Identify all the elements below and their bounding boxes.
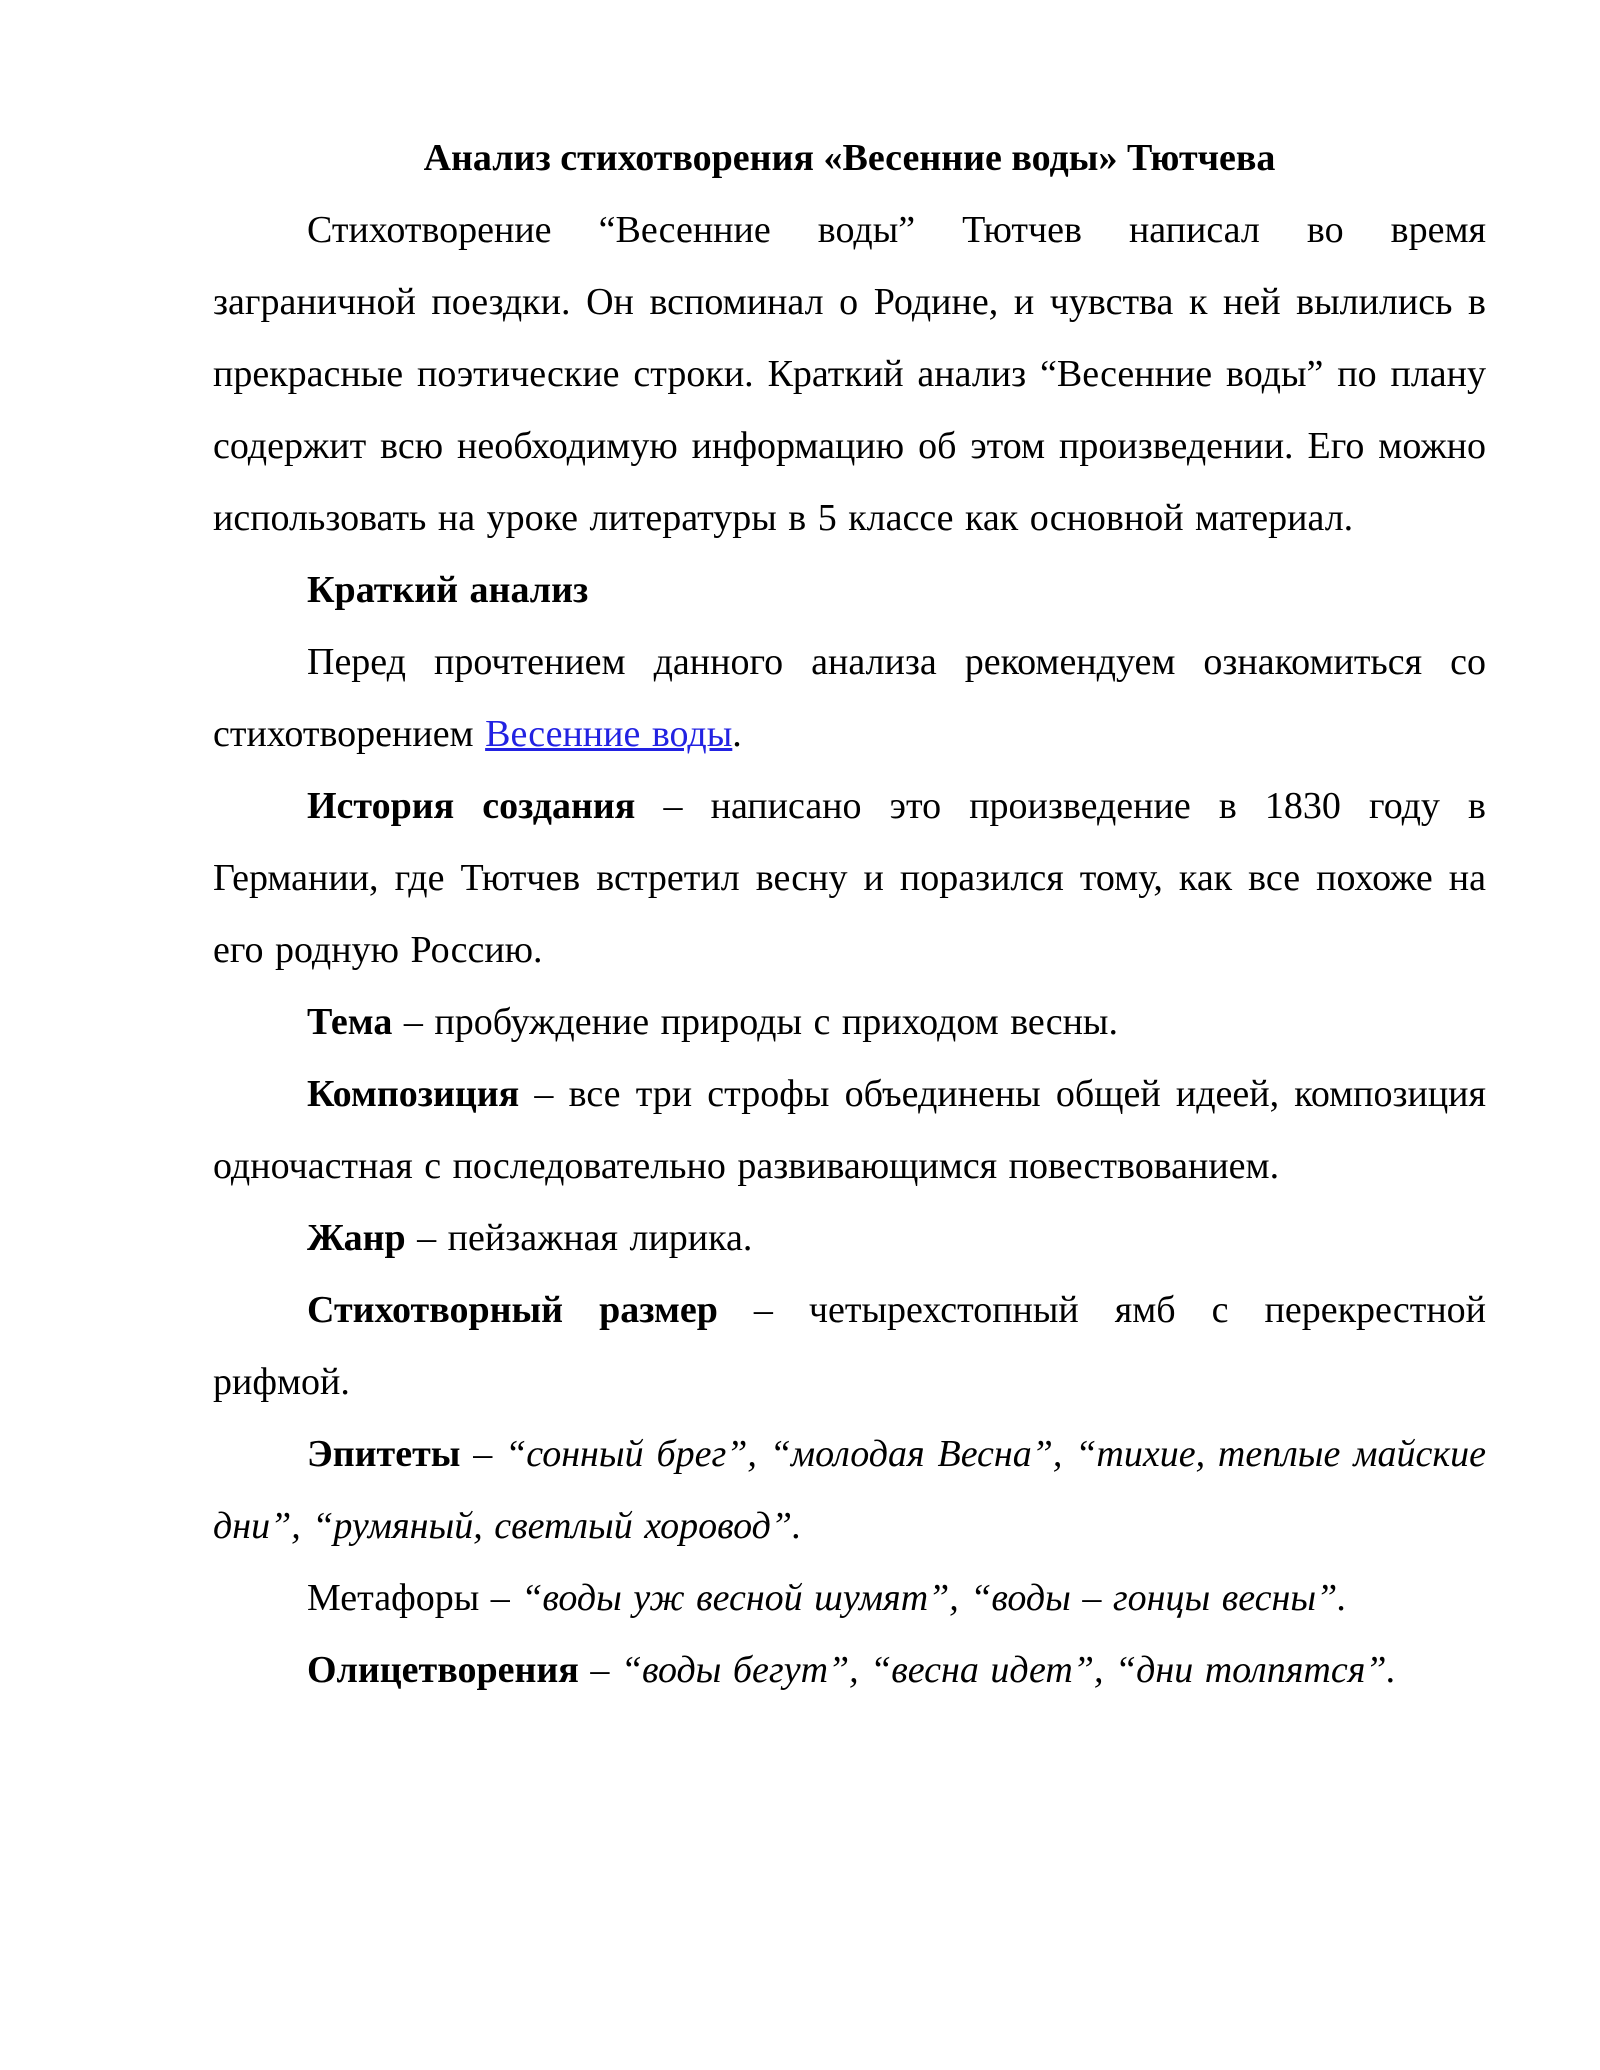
bold-run: Краткий анализ bbox=[307, 569, 589, 611]
bold-run: Эпитеты bbox=[307, 1433, 461, 1475]
text-run: – bbox=[460, 1433, 506, 1475]
bold-run: Тема bbox=[307, 1001, 393, 1043]
bold-run: Олицетворения bbox=[307, 1649, 579, 1691]
text-run: . bbox=[732, 713, 742, 755]
text-run: – все три строфы объединены общей идеей, композиция одночастная с последовательно развивающимся повествованием. bbox=[213, 1073, 1486, 1187]
paragraph-epithets bbox=[213, 1418, 1486, 1562]
italic-run: “воды бегут”, “весна идет”, “дни толпятся”. bbox=[620, 1649, 1397, 1691]
paragraph-intro bbox=[213, 194, 1486, 554]
bold-run: Стихотворный размер bbox=[307, 1289, 718, 1331]
text-run: – четырехстопный ямб с перекрестной рифмой. bbox=[213, 1289, 1487, 1403]
text-run: Метафоры – bbox=[307, 1577, 522, 1619]
document-content bbox=[213, 122, 1486, 1706]
text-run: – bbox=[578, 1649, 621, 1691]
italic-run: “сонный брег”, “молодая Весна”, “тихие, теплые майские дни”, “румяный, светлый хоровод”. bbox=[213, 1433, 1486, 1547]
paragraph-history bbox=[213, 770, 1486, 986]
bold-run: Композиция bbox=[307, 1073, 520, 1115]
paragraph-genre bbox=[213, 1202, 1486, 1274]
text-run: – пейзажная лирика. bbox=[405, 1217, 753, 1259]
text-run: Перед прочтением данного анализа рекомендуем ознакомиться со стихотворением bbox=[213, 641, 1486, 755]
paragraph-theme bbox=[213, 986, 1486, 1058]
document-title: Анализ стихотворения «Весенние воды» Тютчева bbox=[423, 137, 1276, 179]
paragraph-composition bbox=[213, 1058, 1486, 1202]
italic-run: “воды уж весной шумят”, “воды – гонцы весны”. bbox=[521, 1577, 1347, 1619]
paragraph-personifications bbox=[213, 1634, 1486, 1706]
paragraph-meter bbox=[213, 1274, 1486, 1418]
hyperlink-vesennie-vody[interactable]: Весенние воды bbox=[485, 713, 733, 755]
bold-run: История создания bbox=[307, 785, 636, 827]
document-body bbox=[213, 194, 1486, 1706]
bold-run: Жанр bbox=[307, 1217, 406, 1259]
paragraph-short-analysis-heading bbox=[213, 554, 1486, 626]
text-run: Стихотворение “Весенние воды” Тютчев написал во время заграничной поездки. Он вспоминал о Родине, и чувства к ней вылились в прекрасные поэтические строки. Краткий анализ “Весенние воды” по плану содержит всю необходимую информацию об этом произведении. Его можно использовать на уроке литературы в 5 классе как основной материал. bbox=[213, 209, 1486, 539]
text-run: – пробуждение природы с приходом весны. bbox=[392, 1001, 1118, 1043]
paragraph-before-reading bbox=[213, 626, 1486, 770]
paragraph-metaphors bbox=[213, 1562, 1486, 1634]
text-run: – написано это произведение в 1830 году в Германии, где Тютчев встретил весну и поразился тому, как все похоже на его родную Россию. bbox=[213, 785, 1487, 971]
